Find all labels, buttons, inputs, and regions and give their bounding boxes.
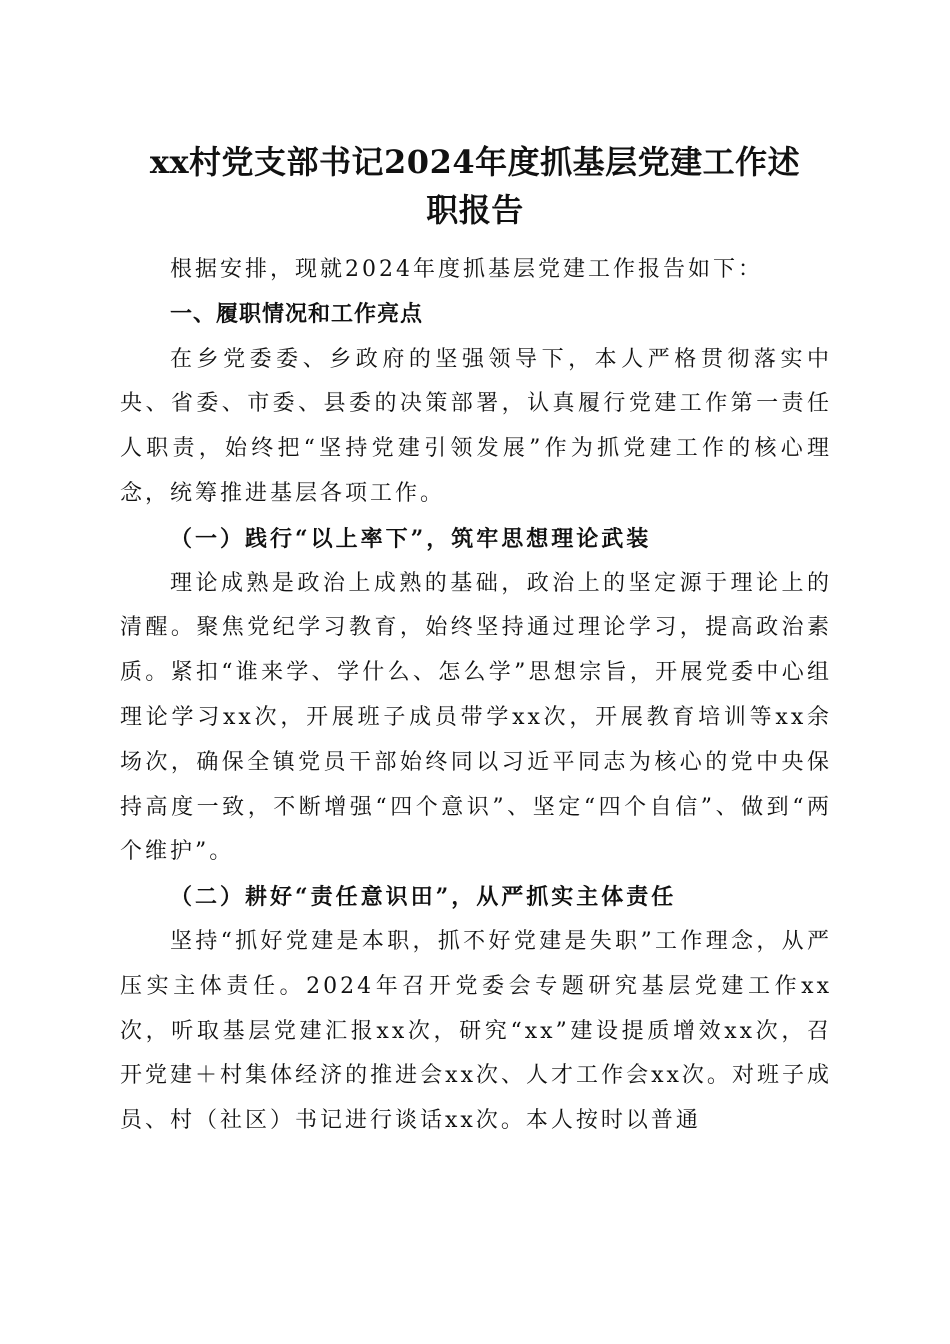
intro-paragraph: 根据安排，现就2024年度抓基层党建工作报告如下：	[170, 257, 763, 282]
document-title	[100, 138, 850, 234]
title-line-1: xx村党支部书记2024年度抓基层党建工作述	[149, 143, 801, 181]
subsection-2-heading: （二）耕好“责任意识田”，从严抓实主体责任	[170, 884, 677, 911]
title-line-2: 职报告	[426, 191, 524, 229]
subsection-1-heading: （一）践行“以上率下”，筑牢思想理论武装	[170, 525, 652, 552]
subsection-2-paragraph: 坚持“抓好党建是本职，抓不好党建是失职”工作理念，从严压实主体责任。2024年召开党委会专题研究基层党建工作xx次，听取基层党建汇报xx次，研究“xx”建设提质增效xx次，召开党建＋村集体经济的推进会xx次、人才工作会xx次。对班子成员、村（社区）书记进行谈话xx次。本人按时以普通	[120, 928, 832, 1134]
document-body	[120, 248, 832, 1144]
section-1-heading: 一、履职情况和工作亮点	[170, 301, 424, 327]
section-1-paragraph: 在乡党委委、乡政府的坚强领导下，本人严格贯彻落实中央、省委、市委、县委的决策部署，认真履行党建工作第一责任人职责，始终把“坚持党建引领发展”作为抓党建工作的核心理念，统筹推进基层各项工作。	[120, 346, 832, 506]
subsection-1-paragraph: 理论成熟是政治上成熟的基础，政治上的坚定源于理论上的清醒。聚焦党纪学习教育，始终坚持通过理论学习，提高政治素质。紧扣“谁来学、学什么、怎么学”思想宗旨，开展党委中心组理论学习xx次，开展班子成员带学xx次，开展教育培训等xx余场次，确保全镇党员干部始终同以习近平同志为核心的党中央保持高度一致，不断增强“四个意识”、坚定“四个自信”、做到“两个维护”。	[120, 570, 832, 865]
